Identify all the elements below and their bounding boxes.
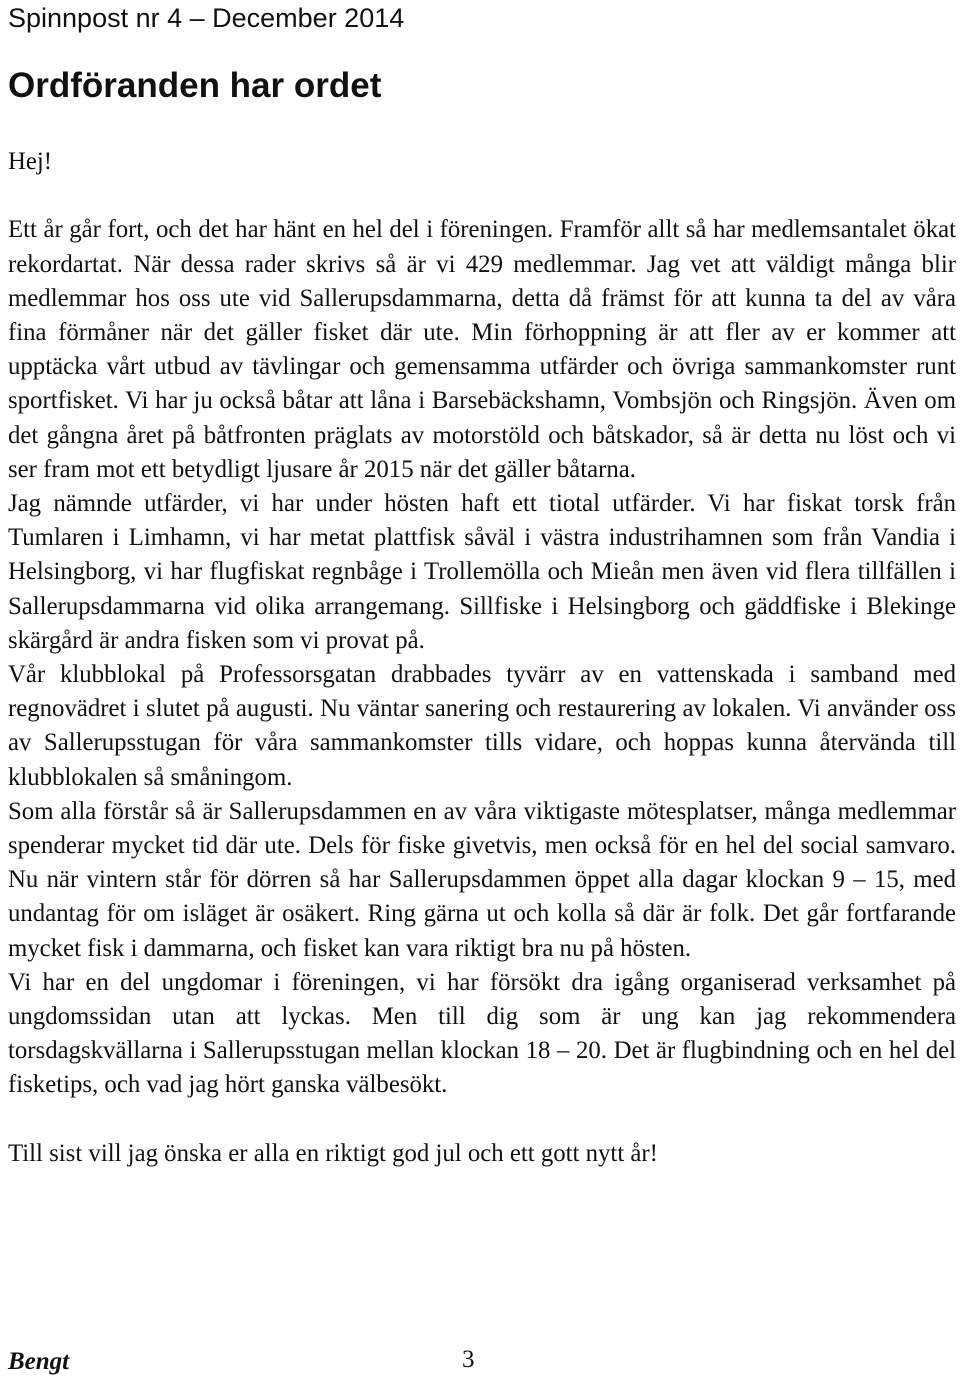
page-title: Ordföranden har ordet xyxy=(8,66,382,105)
paragraph-clubhouse: Vår klubblokal på Professorsgatan drabbades tyvärr av en vattenskada i samband med regnovädret i slutet på augusti. Nu väntar sanering och restaurering av lokalen. Vi använder oss av Sallerupsstugan för våra sammankomster tills vidare, och hoppas kunna återvända till klubblokalen så småningom. xyxy=(8,661,956,791)
paragraph-sallerup-ponds: Som alla förstår så är Sallerupsdammen en av våra viktigaste mötesplatser, många medlemmar spenderar mycket tid där ute. Dels för fiske givetvis, men också för en hel del social samvaro. Nu när vintern står för dörren så har Sallerupsdammen öppet alla dagar klockan 9 – 15, med undantag för om isläget är osäkert. Ring gärna ut och kolla så där är folk. Det går fortfarande mycket fisk i dammarna, och fisket kan vara riktigt bra nu på hösten. xyxy=(8,797,956,962)
running-header: Spinnpost nr 4 – December 2014 xyxy=(8,3,405,33)
article-body xyxy=(8,145,956,1171)
paragraph-trips: Jag nämnde utfärder, vi har under hösten haft ett tiotal utfärder. Vi har fiskat torsk från Tumlaren i Limhamn, vi har metat plattfisk såväl i västra industrihamnen som från Vandia i Helsingborg, vi har flugfiskat regnbåge i Trollemölla och Mieån men även vid flera tillfällen i Sallerupsdammarna vid olika arrangemang. Sillfiske i Helsingborg och gäddfiske i Blekinge skärgård är andra fisken som vi provat på. xyxy=(8,490,956,654)
closing-greeting: Till sist vill jag önska er alla en riktigt god jul och ett gott nytt år! xyxy=(8,1139,658,1167)
paragraph-membership: Ett år går fort, och det har hänt en hel del i föreningen. Framför allt så har medlemsantalet ökat rekordartat. När dessa rader skrivs så är vi 429 medlemmar. Jag vet att väldigt många blir medlemmar hos oss ute vid Sallerupsdammarna, detta då främst för att kunna ta del av våra fina förmåner när det gäller fisket där ute. Min förhoppning är att fler av er kommer att upptäcka vårt utbud av tävlingar och gemensamma utfärder och övriga sammankomster runt sportfisket. Vi har ju också båtar att låna i Barsebäckshamn, Vombsjön och Ringsjön. Även om det gångna året på båtfronten präglats av motorstöld och båtskador, så är detta nu löst och vi ser fram mot ett betydligt ljusare år 2015 när det gäller båtarna. xyxy=(8,216,956,483)
greeting: Hej! xyxy=(8,148,53,175)
page-number: 3 xyxy=(462,1346,475,1373)
paragraph-youth: Vi har en del ungdomar i föreningen, vi har försökt dra igång organiserad verksamhet på ungdomssidan utan att lyckas. Men till dig som är ung kan jag rekommendera torsdagskvällarna i Sallerupsstugan mellan klockan 18 – 20. Det är flugbindning och en hel del fisketips, och vad jag hört ganska välbesökt. xyxy=(8,968,956,1099)
signature: Bengt xyxy=(8,1348,70,1375)
paragraph-spacer xyxy=(8,1103,956,1137)
paragraph-spacer xyxy=(8,179,956,213)
